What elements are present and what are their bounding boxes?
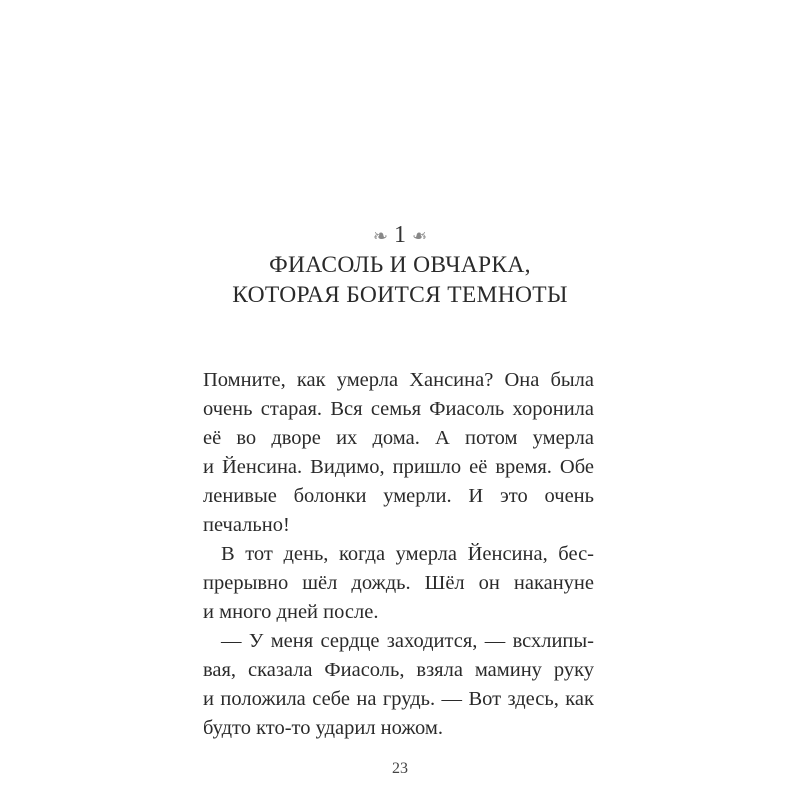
ornament-left-icon: ❧ xyxy=(372,225,388,246)
chapter-heading xyxy=(0,222,800,249)
chapter-title-line: ФИАСОЛЬ И ОВЧАРКА, xyxy=(269,252,531,278)
text-line: ленивые болонки умерли. И это очень xyxy=(203,485,594,507)
text-line: и положила себе на грудь. — Вот здесь, как xyxy=(203,688,594,710)
text-line: и Йенсина. Видимо, пришло её время. Обе xyxy=(203,456,594,478)
text-line: вая, сказала Фиасоль, взяла мамину руку xyxy=(203,659,594,681)
text-line: печально! xyxy=(203,514,290,536)
ornament-right-icon: ❧ xyxy=(412,225,428,246)
chapter-title-line: КОТОРАЯ БОИТСЯ ТЕМНОТЫ xyxy=(232,282,568,308)
text-line: Помните, как умерла Хансина? Она была xyxy=(203,369,594,391)
text-line: очень старая. Вся семья Фиасоль хоронила xyxy=(203,398,594,420)
text-line: будто кто-то ударил ножом. xyxy=(203,717,444,739)
text-line: её во дворе их дома. А потом умерла xyxy=(203,427,594,449)
body-text xyxy=(203,366,594,743)
chapter-title xyxy=(0,250,800,310)
page-number: 23 xyxy=(392,760,408,777)
text-line: прерывно шёл дождь. Шёл он накануне xyxy=(203,572,594,594)
chapter-number: 1 xyxy=(394,222,406,248)
text-line: В тот день, когда умерла Йенсина, бес- xyxy=(221,543,594,565)
text-line: и много дней после. xyxy=(203,601,379,623)
text-line: — У меня сердце заходится, — всхлипы- xyxy=(221,630,594,652)
